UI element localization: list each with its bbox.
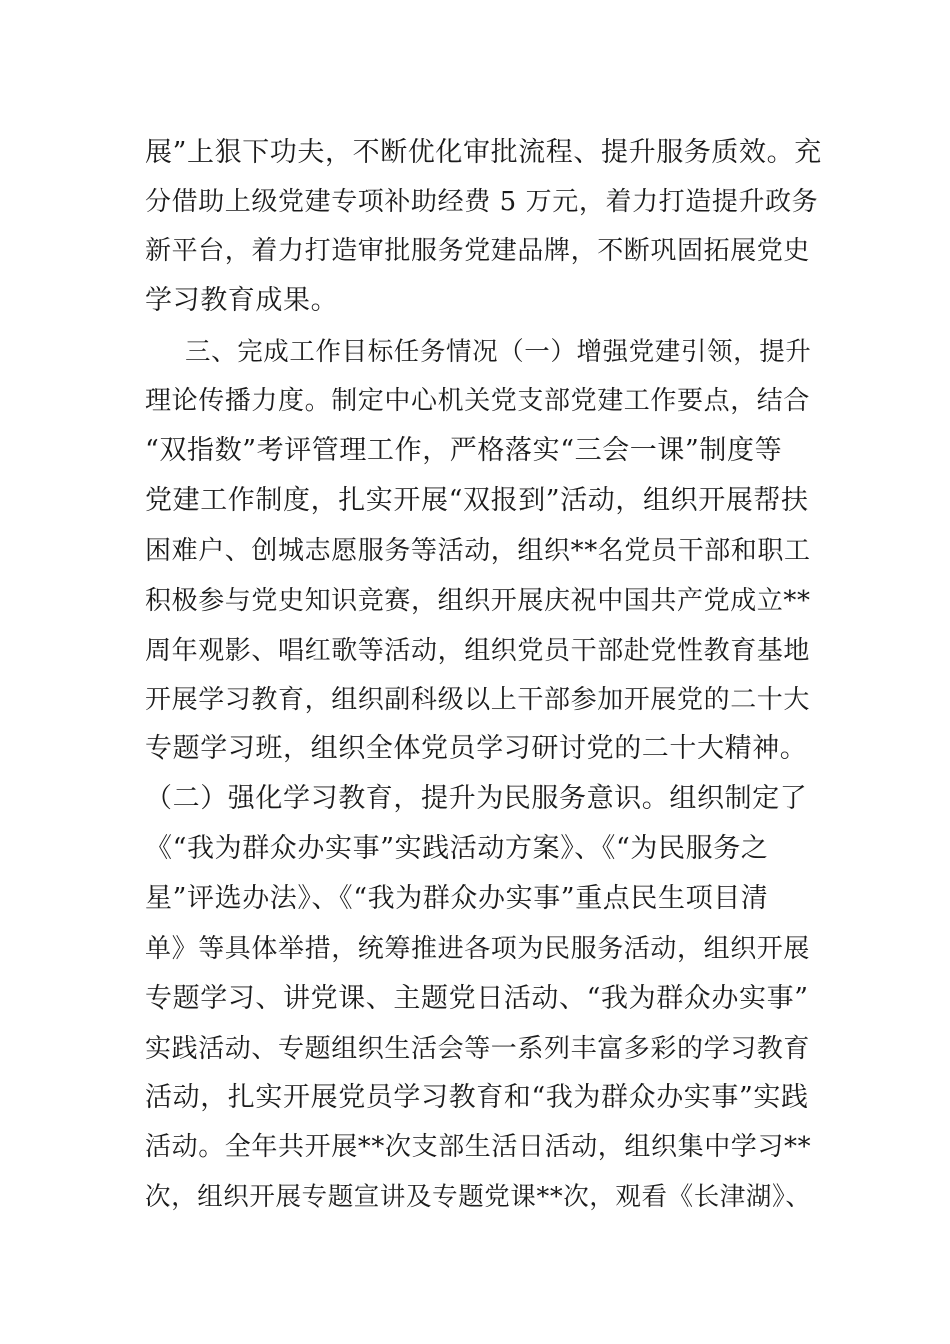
- text-line: 开展学习教育，组织副科级以上干部参加开展党的二十大: [145, 685, 811, 715]
- text-line: 学习教育成果。: [145, 285, 339, 316]
- text-line: 活动。全年共开展**次支部生活日活动，组织集中学习**: [145, 1132, 812, 1162]
- text-line: 新平台，着力打造审批服务党建品牌，不断巩固拓展党史: [145, 236, 811, 266]
- text-line: 困难户、创城志愿服务等活动，组织**名党员干部和职工: [145, 536, 811, 566]
- text-line: 党建工作制度，扎实开展“双报到”活动，组织开展帮扶: [145, 485, 809, 516]
- text-line: 活动，扎实开展党员学习教育和“我为群众办实事”实践: [145, 1082, 809, 1113]
- text-line: 周年观影、唱红歌等活动，组织党员干部赴党性教育基地: [145, 636, 811, 666]
- text-line: 《“我为群众办实事”实践活动方案》、《“为民服务之: [145, 833, 769, 864]
- text-line: 展”上狠下功夫，不断优化审批流程、提升服务质效。充: [145, 137, 822, 168]
- text-line: 理论传播力度。制定中心机关党支部党建工作要点，结合: [145, 386, 811, 416]
- text-line: 星”评选办法》、《“我为群众办实事”重点民生项目清: [145, 883, 769, 914]
- text-line: 积极参与党史知识竞赛，组织开展庆祝中国共产党成立**: [145, 586, 811, 616]
- text-line: “双指数”考评管理工作，严格落实“三会一课”制度等: [145, 435, 783, 466]
- text-line: 次，组织开展专题宣讲及专题党课**次，观看《长津湖》、: [145, 1182, 812, 1212]
- text-line: 分借助上级党建专项补助经费 5 万元，着力打造提升政务: [145, 187, 819, 217]
- text-line: 专题学习班，组织全体党员学习研讨党的二十大精神。: [145, 733, 808, 764]
- text-line: 专题学习、讲党课、主题党日活动、“我为群众办实事”: [145, 983, 809, 1014]
- section-heading-line: 三、完成工作目标任务情况（一）增强党建引领，提升: [185, 337, 812, 367]
- text-line: （二）强化学习教育，提升为民服务意识。组织制定了: [145, 783, 808, 814]
- text-line: 单》等具体举措，统筹推进各项为民服务活动，组织开展: [145, 934, 811, 964]
- text-line: 实践活动、专题组织生活会等一系列丰富多彩的学习教育: [145, 1034, 811, 1064]
